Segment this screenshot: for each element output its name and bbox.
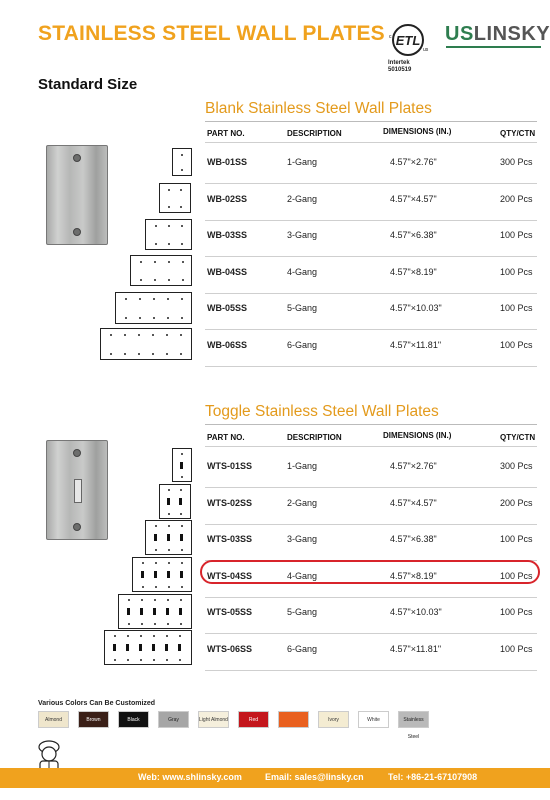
blank-6gang-drawing bbox=[100, 328, 192, 360]
toggle-row-dim: 4.57"×4.57" bbox=[390, 497, 437, 508]
footer-web[interactable]: Web: www.shlinsky.com bbox=[138, 772, 242, 782]
toggle-row-qty: 200 Pcs bbox=[500, 497, 533, 508]
blank-row-desc: 1-Gang bbox=[287, 157, 318, 167]
row-divider bbox=[205, 633, 537, 634]
section-divider bbox=[205, 424, 537, 425]
row-divider bbox=[205, 524, 537, 525]
page-title: STAINLESS STEEL WALL PLATES bbox=[38, 22, 385, 45]
blank-row-dim: 4.57"×11.81" bbox=[390, 339, 442, 350]
blank-1gang-drawing bbox=[172, 148, 192, 176]
color-swatch[interactable]: Light Almond bbox=[198, 711, 229, 728]
toggle-row-qty: 300 Pcs bbox=[500, 461, 533, 471]
blank-row-desc: 5-Gang bbox=[287, 303, 318, 313]
standard-size-heading: Standard Size bbox=[38, 76, 138, 93]
blank-row-qty: 100 Pcs bbox=[500, 339, 533, 350]
toggle-row-qty: 100 Pcs bbox=[500, 534, 533, 544]
color-swatch[interactable]: Gray bbox=[158, 711, 189, 728]
blank-row-qty: 300 Pcs bbox=[500, 157, 533, 167]
blank-row-dim: 4.57"×8.19" bbox=[390, 266, 437, 277]
blank-row-dim: 4.57"×6.38" bbox=[390, 230, 437, 240]
footer-tel: Tel: +86-21-67107908 bbox=[388, 772, 478, 782]
toggle-row-desc: 4-Gang bbox=[287, 570, 318, 581]
blank-row-desc: 6-Gang bbox=[287, 339, 318, 350]
blank-4gang-drawing bbox=[130, 255, 192, 286]
screw-icon bbox=[73, 523, 81, 531]
blank-row-desc: 4-Gang bbox=[287, 266, 318, 277]
blank-row-part: WB-01SS bbox=[207, 157, 248, 167]
toggle-row-part: WTS-04SS bbox=[207, 570, 253, 581]
toggle-row-dim: 4.57"×10.03" bbox=[390, 607, 442, 617]
col-header-description: DESCRIPTION bbox=[287, 129, 342, 138]
blank-row-part: WB-06SS bbox=[207, 339, 248, 350]
svg-text:ETL: ETL bbox=[395, 33, 421, 48]
screw-icon bbox=[73, 228, 81, 236]
blank-row-part: WB-05SS bbox=[207, 303, 248, 313]
row-divider bbox=[205, 142, 537, 143]
toggle-switch-icon bbox=[74, 479, 82, 503]
color-swatch[interactable]: Stainless Steel bbox=[398, 711, 429, 728]
row-divider bbox=[205, 597, 537, 598]
cert-number: 5010519 bbox=[388, 67, 412, 73]
blank-plate-photo bbox=[46, 145, 108, 245]
toggle-1gang-drawing bbox=[172, 448, 192, 482]
blank-row-part: WB-03SS bbox=[207, 230, 248, 240]
blank-2gang-drawing bbox=[159, 183, 191, 213]
col-header-part: PART NO. bbox=[207, 433, 245, 442]
screw-icon bbox=[73, 154, 81, 162]
row-divider bbox=[205, 293, 537, 294]
toggle-row-part: WTS-05SS bbox=[207, 607, 253, 617]
cert-name: Intertek bbox=[388, 60, 410, 66]
color-swatch[interactable] bbox=[278, 711, 309, 728]
toggle-row-desc: 2-Gang bbox=[287, 497, 318, 508]
toggle-section-title: Toggle Stainless Steel Wall Plates bbox=[205, 403, 439, 420]
toggle-3gang-drawing bbox=[145, 520, 192, 555]
col-header-qty: QTY/CTN bbox=[500, 433, 536, 442]
highlighted-row-outline bbox=[200, 560, 540, 584]
toggle-row-part: WTS-03SS bbox=[207, 534, 253, 544]
toggle-row-desc: 1-Gang bbox=[287, 461, 318, 471]
row-divider bbox=[205, 256, 537, 257]
brand-suffix: LINSKY bbox=[473, 23, 550, 45]
toggle-row-desc: 3-Gang bbox=[287, 534, 318, 544]
col-header-part: PART NO. bbox=[207, 129, 245, 138]
blank-row-qty: 100 Pcs bbox=[500, 303, 533, 313]
blank-3gang-drawing bbox=[145, 219, 192, 250]
color-swatch[interactable]: Ivory bbox=[318, 711, 349, 728]
color-swatch[interactable]: Brown bbox=[78, 711, 109, 728]
color-swatch[interactable]: White bbox=[358, 711, 389, 728]
toggle-row-desc: 6-Gang bbox=[287, 643, 318, 654]
row-divider bbox=[205, 366, 537, 367]
toggle-row-qty: 100 Pcs bbox=[500, 643, 533, 654]
toggle-row-desc: 5-Gang bbox=[287, 607, 318, 617]
toggle-row-dim: 4.57"×8.19" bbox=[390, 570, 437, 581]
row-divider bbox=[205, 183, 537, 184]
blank-row-dim: 4.57"×10.03" bbox=[390, 303, 442, 313]
toggle-4gang-drawing bbox=[132, 557, 192, 592]
row-divider bbox=[205, 329, 537, 330]
brand-underline bbox=[446, 46, 541, 48]
toggle-row-part: WTS-02SS bbox=[207, 497, 253, 508]
toggle-row-part: WTS-06SS bbox=[207, 643, 253, 654]
svg-text:c: c bbox=[389, 34, 392, 40]
blank-section-title: Blank Stainless Steel Wall Plates bbox=[205, 100, 432, 117]
blank-5gang-drawing bbox=[115, 292, 192, 324]
color-swatch[interactable]: Black bbox=[118, 711, 149, 728]
colors-title: Various Colors Can Be Customized bbox=[38, 700, 156, 707]
row-divider bbox=[205, 487, 537, 488]
toggle-6gang-drawing bbox=[104, 630, 192, 665]
col-header-dimensions: DIMENSIONS (IN.) bbox=[383, 431, 452, 440]
toggle-plate-photo bbox=[46, 440, 108, 540]
cert-label bbox=[388, 60, 411, 74]
brand-logo bbox=[445, 23, 550, 46]
screw-icon bbox=[73, 449, 81, 457]
toggle-row-dim: 4.57"×11.81" bbox=[390, 643, 442, 654]
blank-row-qty: 100 Pcs bbox=[500, 266, 533, 277]
toggle-row-qty: 100 Pcs bbox=[500, 607, 533, 617]
color-swatch[interactable]: Almond bbox=[38, 711, 69, 728]
toggle-row-dim: 4.57"×2.76" bbox=[390, 461, 437, 471]
blank-row-part: WB-04SS bbox=[207, 266, 248, 277]
section-divider bbox=[205, 121, 537, 122]
toggle-2gang-drawing bbox=[159, 484, 191, 519]
blank-row-qty: 200 Pcs bbox=[500, 193, 533, 204]
col-header-description: DESCRIPTION bbox=[287, 433, 342, 442]
blank-row-dim: 4.57"×2.76" bbox=[390, 157, 437, 167]
blank-row-qty: 100 Pcs bbox=[500, 230, 533, 240]
toggle-5gang-drawing bbox=[118, 594, 192, 629]
row-divider bbox=[205, 446, 537, 447]
row-divider bbox=[205, 220, 537, 221]
col-header-qty: QTY/CTN bbox=[500, 129, 536, 138]
blank-row-part: WB-02SS bbox=[207, 193, 248, 204]
blank-row-desc: 2-Gang bbox=[287, 193, 318, 204]
color-swatch[interactable]: Red bbox=[238, 711, 269, 728]
toggle-row-dim: 4.57"×6.38" bbox=[390, 534, 437, 544]
row-divider bbox=[205, 670, 537, 671]
blank-row-desc: 3-Gang bbox=[287, 230, 318, 240]
toggle-row-part: WTS-01SS bbox=[207, 461, 253, 471]
blank-row-dim: 4.57"×4.57" bbox=[390, 193, 437, 204]
svg-text:us: us bbox=[423, 47, 429, 53]
col-header-dimensions: DIMENSIONS (IN.) bbox=[383, 127, 452, 136]
footer-email[interactable]: Email: sales@linsky.cn bbox=[265, 772, 364, 782]
toggle-row-qty: 100 Pcs bbox=[500, 570, 533, 581]
brand-prefix: US bbox=[445, 23, 474, 45]
